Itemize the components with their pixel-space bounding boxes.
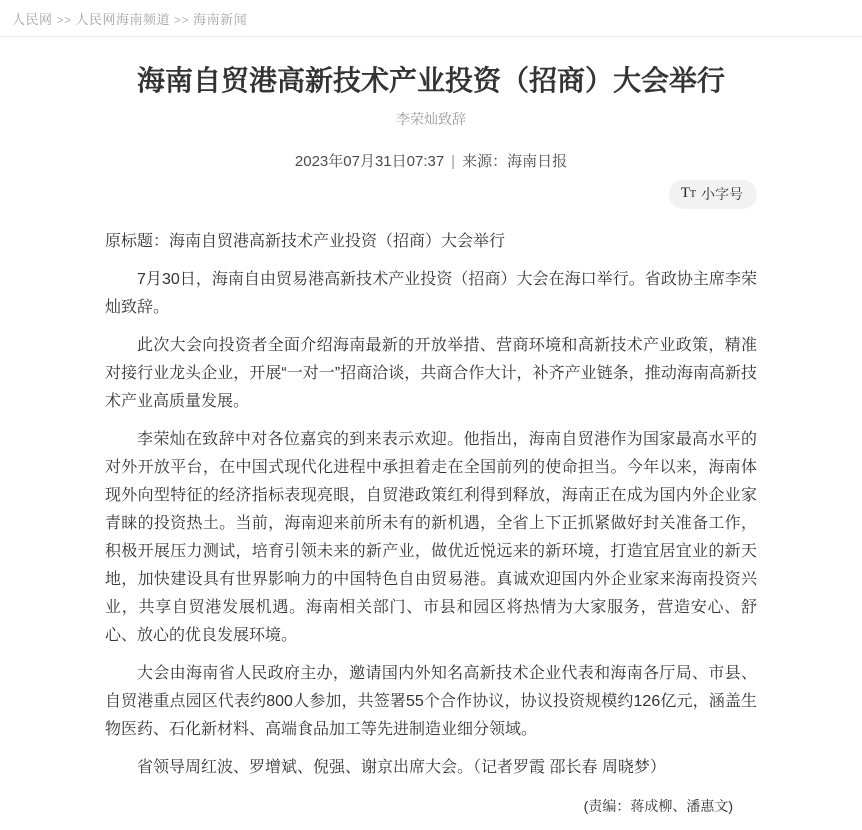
font-size-icon: TT xyxy=(680,185,696,202)
article-paragraph: 李荣灿在致辞中对各位嘉宾的到来表示欢迎。他指出，海南自贸港作为国家最高水平的对外开放平台，在中国式现代化进程中承担着走在全国前列的使命担当。今年以来，海南体现外向型特征的经济指标表现亮眼，自贸港政策红利得到释放，海南正在成为国内外企业家青睐的投资热土。当前，海南迎来前所未有的新机遇，全省上下正抓紧做好封关准备工作，积极开展压力测试，培育引领未来的新产业，做优近悦远来的新环境，打造宜居宜业的新天地，加快建设具有世界影响力的中国特色自由贸易港。真诚欢迎国内外企业家来海南投资兴业，共享自贸港发展机遇。海南相关部门、市县和园区将热情为大家服务，营造安心、舒心、放心的优良发展环境。 xyxy=(105,430,757,644)
article-paragraph: 大会由海南省人民政府主办，邀请国内外知名高新技术企业代表和海南各厅局、市县、自贸港重点园区代表约800人参加，共签署55个合作协议，协议投资规模约126亿元，涵盖生物医药、石化新材料、高端食品加工等先进制造业细分领域。 xyxy=(105,664,757,738)
publish-date: 2023年07月31日07:37 xyxy=(294,152,445,170)
breadcrumb-link-peoples-daily[interactable]: 人民网 xyxy=(12,12,53,27)
paragraph-list xyxy=(105,266,757,782)
article-body xyxy=(105,228,757,782)
article-paragraph: 此次大会向投资者全面介绍海南最新的开放举措、营商环境和高新技术产业政策，精准对接行业龙头企业，开展“一对一”招商洽谈，共商合作大计，补齐产业链条，推动海南高新技术产业高质量发展。 xyxy=(105,336,757,410)
article-subtitle: 李荣灿致辞 xyxy=(396,110,466,127)
header-divider xyxy=(0,36,862,37)
breadcrumb-link-hainan-news[interactable]: 海南新闻 xyxy=(193,12,248,27)
article-meta xyxy=(105,150,757,171)
article-paragraph: 7月30日，海南自由贸易港高新技术产业投资（招商）大会在海口举行。省政协主席李荣灿致辞。 xyxy=(105,270,757,316)
article-toolbar xyxy=(105,180,757,209)
font-size-button[interactable] xyxy=(669,180,757,209)
source-link[interactable]: 海南日报 xyxy=(507,152,568,170)
source-label: 来源： xyxy=(462,152,508,170)
editors-note: (责编：蒋成柳、潘惠文) xyxy=(583,797,733,814)
font-size-button-label: 小字号 xyxy=(701,185,743,202)
breadcrumb xyxy=(0,0,862,36)
page-title: 海南自贸港高新技术产业投资（招商）大会举行 xyxy=(136,65,725,96)
article-container xyxy=(105,64,757,830)
breadcrumb-link-hainan-channel[interactable]: 人民网海南频道 xyxy=(75,12,171,27)
article-paragraph: 省领导周红波、罗增斌、倪强、谢京出席大会。（记者罗霞 邵长春 周晓梦） xyxy=(137,758,666,776)
original-title: 原标题：海南自贸港高新技术产业投资（招商）大会举行 xyxy=(105,232,506,250)
meta-separator: | xyxy=(451,152,456,170)
breadcrumb-separator: >> xyxy=(174,13,190,27)
breadcrumb-separator: >> xyxy=(56,13,72,27)
